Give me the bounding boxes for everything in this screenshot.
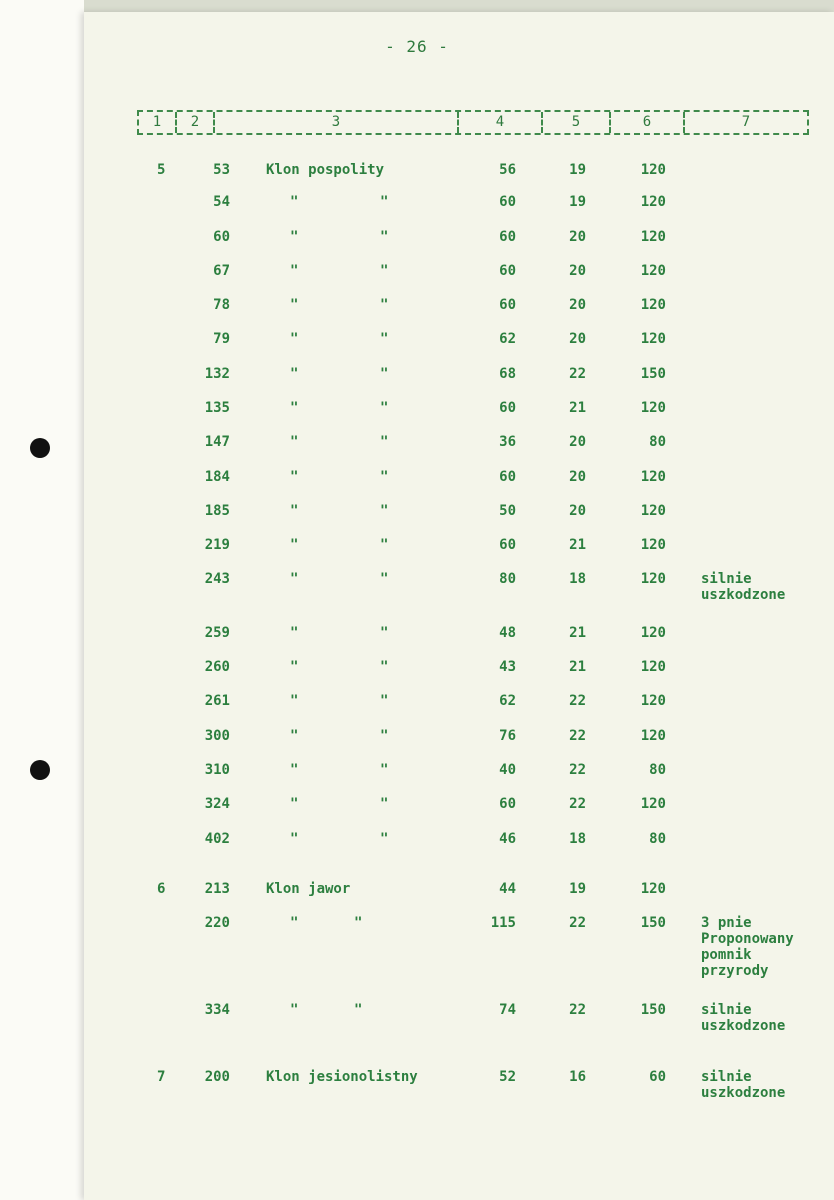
cell-circumference: 60 (499, 263, 516, 279)
cell-species-ditto: " (290, 331, 299, 347)
cell-species-ditto: " (380, 263, 389, 279)
cell-species-ditto: " (290, 263, 299, 279)
cell-height: 19 (569, 162, 586, 178)
cell-species-ditto: " (290, 229, 299, 245)
cell-species-ditto: " (380, 469, 389, 485)
cell-circumference: 43 (499, 659, 516, 675)
cell-remarks: silnie uszkodzone (701, 1069, 786, 1101)
cell-height: 20 (569, 331, 586, 347)
cell-tree-number: 147 (204, 434, 230, 450)
cell-species-ditto: " (290, 366, 299, 382)
cell-circumference: 115 (490, 915, 516, 931)
cell-age: 120 (640, 537, 666, 553)
cell-species-ditto: " (290, 469, 299, 485)
cell-species-ditto: " (380, 400, 389, 416)
cell-height: 20 (569, 263, 586, 279)
cell-species: Klon jawor (266, 881, 351, 897)
cell-species-ditto: " (290, 1002, 299, 1018)
cell-species-ditto: " (354, 915, 363, 931)
cell-age: 80 (649, 762, 666, 778)
cell-species-ditto: " (290, 194, 299, 210)
cell-circumference: 60 (499, 796, 516, 812)
cell-age: 150 (640, 915, 666, 931)
cell-species-ditto: " (290, 503, 299, 519)
cell-tree-number: 260 (204, 659, 230, 675)
cell-tree-number: 220 (204, 915, 230, 931)
cell-species-ditto: " (380, 762, 389, 778)
cell-height: 16 (569, 1069, 586, 1085)
cell-species-ditto: " (290, 400, 299, 416)
cell-species-ditto: " (380, 503, 389, 519)
cell-height: 20 (569, 503, 586, 519)
cell-circumference: 80 (499, 571, 516, 587)
cell-height: 22 (569, 1002, 586, 1018)
cell-height: 22 (569, 728, 586, 744)
cell-tree-number: 300 (204, 728, 230, 744)
cell-age: 120 (640, 162, 666, 178)
cell-age: 150 (640, 366, 666, 382)
cell-tree-number: 219 (204, 537, 230, 553)
cell-age: 120 (640, 728, 666, 744)
cell-species-ditto: " (380, 194, 389, 210)
cell-species-ditto: " (380, 331, 389, 347)
cell-section-number: 7 (157, 1069, 166, 1085)
header-col-7: 7 (741, 114, 751, 130)
cell-height: 21 (569, 537, 586, 553)
cell-tree-number: 132 (204, 366, 230, 382)
cell-circumference: 44 (499, 881, 516, 897)
cell-circumference: 52 (499, 1069, 516, 1085)
cell-tree-number: 200 (204, 1069, 230, 1085)
cell-tree-number: 185 (204, 503, 230, 519)
cell-section-number: 5 (157, 162, 166, 178)
cell-height: 22 (569, 762, 586, 778)
cell-age: 120 (640, 503, 666, 519)
header-col-6: 6 (611, 112, 685, 133)
cell-tree-number: 261 (204, 693, 230, 709)
cell-species-ditto: " (380, 693, 389, 709)
cell-tree-number: 135 (204, 400, 230, 416)
cell-age: 120 (640, 297, 666, 313)
cell-circumference: 56 (499, 162, 516, 178)
cell-height: 22 (569, 796, 586, 812)
cell-height: 19 (569, 881, 586, 897)
cell-species-ditto: " (380, 659, 389, 675)
cell-tree-number: 78 (213, 297, 230, 313)
cell-species-ditto: " (290, 796, 299, 812)
cell-tree-number: 53 (213, 162, 230, 178)
cell-age: 120 (640, 659, 666, 675)
cell-remarks: silnie uszkodzone (701, 571, 786, 603)
punch-hole (30, 438, 50, 458)
cell-species-ditto: " (380, 625, 389, 641)
cell-tree-number: 324 (204, 796, 230, 812)
cell-tree-number: 310 (204, 762, 230, 778)
cell-height: 21 (569, 400, 586, 416)
cell-species-ditto: " (290, 434, 299, 450)
header-col-5: 5 (543, 112, 611, 133)
cell-age: 120 (640, 400, 666, 416)
cell-species-ditto: " (380, 831, 389, 847)
cell-circumference: 60 (499, 400, 516, 416)
cell-height: 22 (569, 693, 586, 709)
cell-tree-number: 54 (213, 194, 230, 210)
cell-tree-number: 213 (204, 881, 230, 897)
cell-age: 80 (649, 831, 666, 847)
cell-circumference: 36 (499, 434, 516, 450)
table-header (137, 110, 809, 135)
cell-species-ditto: " (354, 1002, 363, 1018)
cell-circumference: 50 (499, 503, 516, 519)
cell-age: 120 (640, 571, 666, 587)
cell-species-ditto: " (380, 434, 389, 450)
cell-circumference: 48 (499, 625, 516, 641)
cell-circumference: 40 (499, 762, 516, 778)
binder-margin (0, 0, 84, 1200)
cell-height: 21 (569, 625, 586, 641)
cell-species-ditto: " (380, 571, 389, 587)
cell-species-ditto: " (290, 693, 299, 709)
cell-age: 60 (649, 1069, 666, 1085)
cell-species-ditto: " (290, 297, 299, 313)
header-col-4: 4 (459, 112, 543, 133)
cell-remarks: 3 pnie Proponowany pomnik przyrody (701, 915, 794, 979)
cell-height: 21 (569, 659, 586, 675)
cell-species-ditto: " (290, 728, 299, 744)
cell-circumference: 60 (499, 297, 516, 313)
cell-species-ditto: " (290, 625, 299, 641)
cell-circumference: 74 (499, 1002, 516, 1018)
cell-height: 20 (569, 469, 586, 485)
header-col-2: 2 (177, 112, 215, 133)
cell-circumference: 60 (499, 194, 516, 210)
cell-height: 20 (569, 297, 586, 313)
cell-tree-number: 184 (204, 469, 230, 485)
cell-species-ditto: " (380, 537, 389, 553)
cell-tree-number: 60 (213, 229, 230, 245)
cell-height: 22 (569, 915, 586, 931)
cell-circumference: 62 (499, 331, 516, 347)
header-col-3: 3 (215, 112, 459, 133)
cell-species: Klon pospolity (266, 162, 385, 178)
header-col-1: 1 (139, 112, 177, 133)
cell-species: Klon jesionolistny (266, 1069, 418, 1085)
cell-species-ditto: " (290, 831, 299, 847)
cell-section-number: 6 (157, 881, 166, 897)
cell-species-ditto: " (290, 571, 299, 587)
cell-circumference: 62 (499, 693, 516, 709)
cell-circumference: 60 (499, 469, 516, 485)
cell-age: 120 (640, 796, 666, 812)
cell-species-ditto: " (290, 915, 299, 931)
cell-age: 120 (640, 469, 666, 485)
cell-height: 19 (569, 194, 586, 210)
cell-age: 80 (649, 434, 666, 450)
page-number: - 26 - (385, 37, 449, 56)
cell-circumference: 60 (499, 229, 516, 245)
cell-remarks: silnie uszkodzone (701, 1002, 786, 1034)
cell-height: 18 (569, 831, 586, 847)
cell-species-ditto: " (380, 229, 389, 245)
punch-hole (30, 760, 50, 780)
cell-age: 120 (640, 693, 666, 709)
cell-height: 18 (569, 571, 586, 587)
cell-species-ditto: " (380, 796, 389, 812)
cell-species-ditto: " (290, 762, 299, 778)
cell-height: 20 (569, 229, 586, 245)
cell-tree-number: 259 (204, 625, 230, 641)
cell-tree-number: 402 (204, 831, 230, 847)
cell-tree-number: 67 (213, 263, 230, 279)
cell-circumference: 60 (499, 537, 516, 553)
cell-age: 120 (640, 625, 666, 641)
cell-age: 120 (640, 194, 666, 210)
cell-height: 22 (569, 366, 586, 382)
cell-height: 20 (569, 434, 586, 450)
cell-circumference: 46 (499, 831, 516, 847)
cell-tree-number: 243 (204, 571, 230, 587)
cell-tree-number: 334 (204, 1002, 230, 1018)
cell-species-ditto: " (290, 659, 299, 675)
cell-tree-number: 79 (213, 331, 230, 347)
cell-age: 120 (640, 229, 666, 245)
cell-age: 120 (640, 881, 666, 897)
cell-species-ditto: " (380, 297, 389, 313)
cell-age: 120 (640, 263, 666, 279)
cell-age: 120 (640, 331, 666, 347)
cell-species-ditto: " (380, 728, 389, 744)
cell-species-ditto: " (290, 537, 299, 553)
cell-circumference: 68 (499, 366, 516, 382)
cell-species-ditto: " (380, 366, 389, 382)
cell-age: 150 (640, 1002, 666, 1018)
cell-circumference: 76 (499, 728, 516, 744)
